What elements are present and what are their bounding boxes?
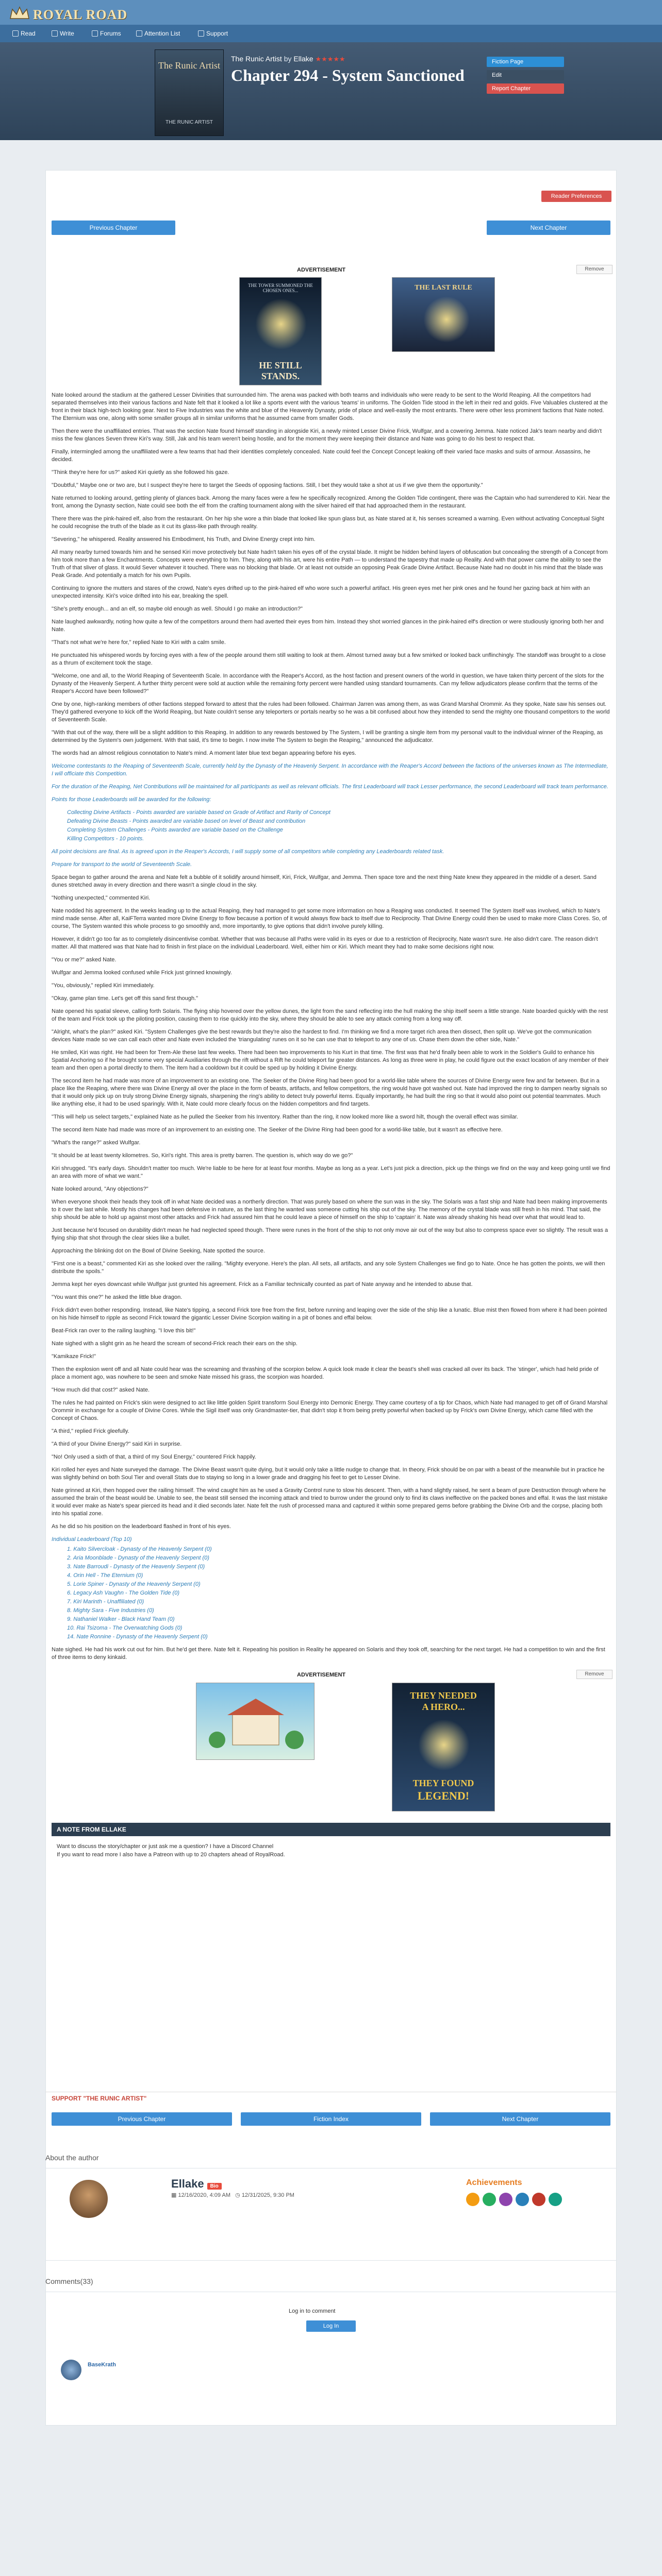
- paragraph: Beat-Frick ran over to the railing laughing. "I love this bit!": [52, 1328, 196, 1334]
- paragraph: "Severing," he whispered. Reality answered his Embodiment, his Truth, and Divine Energy crept into him.: [52, 536, 316, 543]
- paragraph: "No! Only used a sixth of that, a third of my Soul Energy," countered Frick happily.: [52, 1454, 256, 1460]
- paragraph: Nate returned to looking around, getting plenty of glances back. Among the many faces were a few he specifically recognized. Among the Golden Tide contingent, there was the Captain who had surrendered to Kiri. Near the front, among the Dynasty section, Nate could see both the elf from the crafting tournament along with the silver haired elf that had approached them in the restaurant.: [52, 495, 610, 509]
- fiction-title-link[interactable]: The Runic Artist: [231, 55, 282, 63]
- ad-headline: A HERO...: [422, 1702, 465, 1712]
- leaderboard-row: 10. Rai Tsizoma - The Overwatching Gods (0): [67, 1625, 183, 1631]
- ad-art: [423, 296, 470, 343]
- paragraph: "What's the range?" asked Wulfgar.: [52, 1140, 141, 1146]
- ad-tagline: THE TOWER SUMMONED THE CHOSEN ONES...: [248, 283, 313, 293]
- paragraph: Frick didn't even bother responding. Instead, like Nate's tipping, a second Frick tore free from the first, before running and leaping over the side of the ship like a lunatic. Blue mist then flowed from where it had been pointed on his hide himself to ripple as second Frick toward the gigantic Lesser Divine Scorpion waiting in a pit of bones and effal below.: [52, 1307, 607, 1321]
- paragraph: The rules he had painted on Frick's skin were designed to act like little golden Spirit transform Soul Energy into Demonic Energy. They came courtesy of a tip for Chaos, which Nate had managed to get off of Grand Marshal Orommir in exchange for a couple of Divine Cores. While the Sigil itself was only Grandmaster-tier, that didn't stop it from being pretty powerful when backed up by Frick's own Divine Energy, which came filled with the Concept of Chaos.: [52, 1400, 608, 1421]
- achievement-icon[interactable]: [483, 2193, 496, 2206]
- reader-preferences-button[interactable]: [541, 191, 611, 202]
- paragraph: Nate opened his spatial sleeve, calling forth Solaris. The flying ship hovered over the yellow dunes, the light from the sand reflecting into the hull making the ship itself seem a little strange. Nate boarded quickly with the rest of the team and Frick took up the piloting position, causing them to rise quickly into the sky, where they should be able to see any attack coming from a long way off.: [52, 1008, 608, 1022]
- author-note-title: A NOTE FROM ELLAKE: [52, 1823, 610, 1836]
- leaderboard-title: Individual Leaderboard (Top 10): [52, 1536, 132, 1543]
- paragraph: "You, obviously," replied Kiri immediately.: [52, 982, 155, 989]
- system-list: [52, 809, 610, 843]
- paragraph: Approaching the blinking dot on the Bowl of Divine Seeking, Nate spotted the source.: [52, 1248, 265, 1254]
- login-prompt: Log in to comment: [289, 2308, 336, 2314]
- paragraph: The second item he had made was more of an improvement to an existing one. The Seeker of the Divine Ring had been good for a world-like table where the sources of Divine Energy were few and far between. But in a place like the Reaping, where there was Divine Energy all over the place in the form of beasts, artifacts, and fellow competitors, the ring would have got washed out. Nate had improved the ring to dampen nearby signals so that it would only pick up on truly strong Divine Energy signals, sharpening the ring's ability to detect truly powerful items. Equally importantly, he had built the ring so that it would also point out potential teammates. Much like anything else, it had to be used sparingly. With it, Nate could more clearly focus on the hidden competitors and find targets.: [52, 1078, 607, 1107]
- paragraph: "A third of your Divine Energy?" said Kiri in surprise.: [52, 1441, 182, 1447]
- paragraph: Kiri rolled her eyes and Nate surveyed the damage. The Divine Beast wasn't quite dying, but it would only take a little nudge to change that. In theory, Frick should be on par with a beast of the meanwhile but in practice he was slightly behind on both Soul Tier and overall Stats due to staying so long in a lower grade and dragging his feet to get to Lesser Divine.: [52, 1467, 605, 1481]
- pen-icon: [52, 30, 58, 37]
- advertisement-banner[interactable]: [196, 1683, 315, 1760]
- system-message: Welcome contestants to the Reaping of Seventeenth Scale, currently held by the Dynasty of the Heavenly Serpent. In accordance with the Reaper's Accord between the factions of the universes known as The Intermediate, I will officiate this Competition.: [52, 763, 608, 777]
- nav-forums[interactable]: [92, 29, 121, 38]
- paragraph: "Alright, what's the plan?" asked Kiri. "System Challenges give the best rewards but they're also the hardest to find. I'm thinking we find a more target rich area then dissect, then split up. We've got the communication devices Nate made so we can call each other and Nate even included the 'triangulating' runes on it so he can use that to teleport to any one of us. Chase them down the other side, Nate.": [52, 1029, 592, 1043]
- list-icon: [136, 30, 142, 37]
- paragraph: "It should be at least twenty kilometres. So, Kiri's right. This area is pretty barren. The question is, which way do we go?": [52, 1153, 353, 1159]
- paragraph: "You want this one?" he asked the little blue dragon.: [52, 1294, 183, 1300]
- leaderboard-row: 1. Kaito Silvercloak - Dynasty of the Heavenly Serpent (0): [67, 1546, 212, 1552]
- paragraph: "With that out of the way, there will be a slight addition to this Reaping. In addition to any rewards bestowed by The System, I will be granting a single item from my personal vault to the individual winner of the Reaping, as determined by the System's own judgement. With that said, it's time to begin. I now invite The System to begin the Reaping," announced the adjudicator.: [52, 730, 603, 743]
- button-label: Previous Chapter: [89, 224, 138, 231]
- site-logo[interactable]: [9, 4, 128, 22]
- paragraph: "She's pretty enough... and an elf, so maybe old enough as well. Should I go make an introduction?": [52, 606, 303, 612]
- achievement-icon[interactable]: [516, 2193, 529, 2206]
- fiction-title-line: [231, 55, 345, 63]
- system-message: For the duration of the Reaping, Net Contributions will be maintained for all participants as well as relevant officials. The first Leaderboard will track Lesser performance, the second Leaderboard will track team performance.: [52, 784, 608, 790]
- paragraph: Then the explosion went off and all Nate could hear was the screaming and thrashing of the scorpion below. A quick look made it clear the beast's shell was cracked all over its back. The 'stinger', which had held pride of place a moment ago, was nowhere to be seen and smoke Nate missed his grass, the scorpion was hoarded.: [52, 1366, 599, 1380]
- by-label: by: [284, 55, 292, 63]
- button-label: Next Chapter: [502, 2115, 539, 2123]
- paragraph: Nate looked around, "Any objections?": [52, 1186, 148, 1192]
- chapter-content: [52, 392, 610, 1667]
- crown-icon: [9, 6, 30, 20]
- paragraph: "How much did that cost?" asked Nate.: [52, 1387, 150, 1393]
- book-icon: [12, 30, 19, 37]
- paragraph: The second item Nate had made was more of an improvement to an existing one. The Seeker of the Divine Ring had been good for a world-like table, but it wasn't as effective here.: [52, 1127, 503, 1133]
- paragraph: However, it didn't go too far as to completely disincentivise combat. Whether that was because all Paths were valid in its eyes or due to a restriction of Reciprocity, Nate wasn't sure. He also didn't care. The reason didn't matter. All that mattered was that Nate had to finish in first place on the individual Leaderboard. Well, either him or Kiri. Which meant they had to make some decisions right now.: [52, 936, 598, 950]
- achievement-icon[interactable]: [466, 2193, 479, 2206]
- paragraph: He punctuated his whispered words by forcing eyes with a few of the people around them still waiting to look at them. Almost turned away but a few smirked or looked back unflinchingly. The standoff was brought to a close as a thrum of excitement took the stage.: [52, 652, 606, 666]
- ad-art: [255, 298, 307, 350]
- author-note-line: If you want to read more I also have a Patreon with up to 20 chapters ahead of RoyalRoad.: [57, 1852, 285, 1858]
- ad-headline: THEY NEEDED: [410, 1690, 477, 1701]
- rating-stars: ★★★★★: [315, 55, 345, 63]
- support-fiction-label[interactable]: SUPPORT "THE RUNIC ARTIST": [52, 2095, 147, 2102]
- nav-label: Attention List: [144, 30, 180, 37]
- system-list-item: Defeating Divine Beasts - Points awarded are variable based on level of Beast and contribution: [67, 818, 306, 824]
- achievement-icon[interactable]: [499, 2193, 512, 2206]
- cover-title: The Runic Artist: [158, 60, 220, 71]
- page-footer: [0, 2452, 662, 2576]
- achievement-icon[interactable]: [532, 2193, 545, 2206]
- paragraph: "First one is a beast," commented Kiri as she looked over the railing. "Mighty everyone. Here's the plan. All sets, all artifacts, and any sole System Challenges we find go to Nate. Once he has gotten the points, we will then distribute the spoils.": [52, 1261, 605, 1275]
- logo-text: ROYAL ROAD: [33, 7, 128, 22]
- report-chapter-button[interactable]: [487, 83, 564, 94]
- calendar-icon: ▦: [171, 2192, 178, 2198]
- ad-illustration: [196, 1683, 315, 1760]
- about-author-heading: About the author: [45, 2154, 99, 2162]
- system-list-item: Completing System Challenges - Points awarded are variable based on the Challenge: [67, 827, 283, 833]
- paragraph: All many nearby turned towards him and he sensed Kiri move protectively but Nate hadn't taken his eyes off of the crystal blade. It might be hidden behind layers of obfuscation but concealing the strength of a Concept from him took more than a few Enchantments. Concepts were everything to him. They, along with his art, were his entire Path — to understand the tapestry that made up Reality. And with that power came the ability to see the Truth of that sliver of glass. It would Sever whatever it touched. There was no blocking that blade. Or at least not outside an opposing Peak Grade Divine Artifact. Because Nate had no doubt in his mind that the blade was Peak Grade. And potentially a match for his own Pupils.: [52, 549, 608, 579]
- remove-ads-button[interactable]: Remove: [576, 1670, 613, 1679]
- paragraph: There there was the pink-haired elf, also from the restaurant. On her hip she wore a thin blade that looked like spun glass but, as Nate stared at it, his senses screamed a warning. Even without activating Conceptual Sight he could recognise the truth of the blade as it cut its glass-like path through reality.: [52, 516, 604, 530]
- paragraph: "A third," replied Frick gleefully.: [52, 1428, 129, 1434]
- paragraph: "You or me?" asked Nate.: [52, 957, 117, 963]
- paragraph: "Okay, game plan time. Let's get off this sand first though.": [52, 995, 198, 1002]
- previous-chapter-button[interactable]: [52, 2112, 232, 2126]
- leaderboard: [52, 1546, 610, 1641]
- nav-label: Support: [206, 30, 228, 37]
- advertisement-banner[interactable]: [392, 1683, 495, 1811]
- author-avatar[interactable]: [68, 2178, 109, 2219]
- system-message: Prepare for transport to the world of Seventeenth Scale.: [52, 861, 192, 868]
- leaderboard-row: 8. Mighty Sara - Five Industries (0): [67, 1607, 154, 1614]
- system-message: Points for those Leaderboards will be awarded for the following:: [52, 796, 211, 803]
- next-chapter-button[interactable]: [430, 2112, 610, 2126]
- button-label: Fiction Page: [492, 59, 524, 65]
- next-chapter-button[interactable]: [487, 221, 610, 235]
- nav-attention-list[interactable]: [136, 29, 180, 38]
- paragraph: "This will help us select targets," explained Nate as he pulled the Seeker from his Inventory. Rather than the ring, it now looked more like a sword hilt, though the overall effect was similar.: [52, 1114, 518, 1120]
- paragraph: Nate grinned at Kiri, then hopped over the railing himself. The wind caught him as he used a Gravity Control rune to slow his descent. Then, with a hand slightly raised, he sent a beam of pure Destruction through where he assumed the brain of the beast would be. Unable to see, the beast still sensed the incoming attack and tried to burrow under the ground only to find its claws ineffective on the packed bones and effal. It was the last mistake it would ever make as Nate's spear pierced its head and it died seconds later. Nate felt the rush of processed mana and captured it within some prepared gems before grabbing the Divine Orb and the corpse, placing both into his spatial zone.: [52, 1487, 608, 1517]
- paragraph: He smiled, Kiri was right. He had been for Trem-Ale these last few weeks. There had been two improvements to his Kurt in that time. The first was that he'd finally been able to work in the Soldier's Guild to enhance his Spatial Anchoring so if he brought some very special Auxiliaries through the rift without a Rift he could teleport far greater distances. As long as three were in play, he could figure out the exact location of any member of their team and then open a portal directly to them. The item had a cooldown but it could be sped up by holding it Divine Energy.: [52, 1049, 609, 1071]
- paragraph: Nate looked around the stadium at the gathered Lesser Divinities that surrounded him. The arena was packed with both teams and individuals who were ready to be sent to the World Reaping. All the competitors had separated themselves into their various factions and Nate felt that it looked a lot like a sports event with the various 'teams' in uniforms. The Golden Tide stood in the left in their red and golds. Five Valuables clustered at the front in their black high-tech looking gear. Next to Five Industries was the white and blue of the Heavenly Dynasty, pride of place and well-easily the most entrants. There were other less prominent factions that Nate noted. The Eternium was one, along with some smaller groups all in similar uniforms that he assumed came from smaller Gods.: [52, 392, 608, 421]
- paragraph: Just because he'd focused on durability didn't mean he had neglected speed though. There were runes in the front of the ship to not only move air out of the way but also to compress space ever so slightly. The result was a flying ship that shot through the clear skies like a bullet.: [52, 1227, 608, 1241]
- leaderboard-row: 7. Kiri Marinth - Unaffiliated (0): [67, 1599, 144, 1605]
- about-author-panel: [45, 2168, 617, 2261]
- previous-chapter-button[interactable]: [52, 221, 175, 235]
- paragraph: "Welcome, one and all, to the World Reaping of Seventeenth Scale. In accordance with the Reaper's Accord, as the host faction and present owners of the world in question, we have taken thirty percent of the slots for the Dynasty of the Heavenly Serpent. A further thirty percent were sold at auction while the remaining forty percent were handled using standard tournaments. Can my fellow adjudicators please confirm that the terms of the Reaper's Accord have been followed?": [52, 673, 604, 694]
- leaderboard-row: 6. Legacy Ash Vaughn - The Golden Tide (0): [67, 1590, 179, 1596]
- advertisement-banner[interactable]: [392, 277, 495, 352]
- fiction-page-button[interactable]: [487, 57, 564, 67]
- paragraph: Then there were the unaffiliated entries. That was the section Nate found himself standing in alongside Kiri, a newly minted Lesser Divine Frick, Wulfgar, and a cowering Jemma. Nate noticed Jak's team nearby and didn't miss the few glances Seven threw Kiri's way. Still, Jak and his team weren't being hostile, and for the moment they were keeping their distance and Nate was going to do his best to respect that.: [52, 428, 602, 442]
- advertisement-banner[interactable]: [239, 277, 322, 385]
- login-button[interactable]: Log In: [306, 2320, 356, 2332]
- ad-headline: THEY FOUND: [412, 1778, 474, 1788]
- nav-read[interactable]: [12, 29, 36, 38]
- leaderboard-row: 2. Aria Moonblade - Dynasty of the Heavenly Serpent (0): [67, 1555, 209, 1561]
- paragraph: When everyone shook their heads they took off in what Nate decided was a northerly direction. That was purely based on where the sun was in the sky. The Solaris was a fast ship and Nate had been making improvements to it over the last while. Mostly his changes had been defensive in nature, as the last thing he wanted was someone cutting his ship out of the sky. The memory of the crystal blade was still fresh in his mind. That said, the ship should be able to hold up against most other attacks and Frick had assured him that he could leave a piece of himself on the ship to 'captain' it. Nate was already shaking his head over what that would lead to.: [52, 1199, 607, 1221]
- nav-label: Read: [21, 30, 36, 37]
- paragraph: "Kamikaze Frick!": [52, 1353, 96, 1360]
- leaderboard-row: 3. Nate Barroudi - Dynasty of the Heavenly Serpent (0): [67, 1564, 205, 1570]
- paragraph: One by one, high-ranking members of other factions stepped forward to attest that the rules had been followed. Chairman Jarren was among them, as was Grand Marshal Orommir. As they spoke, Nate saw his senses out. They'd gathered everyone to kick off the World Reaping, but Nate couldn't sense any teleporters or portals nearby so he was a bit confused about how they intended to send the mighty one thousand competitors to the world of Seventeenth Scale.: [52, 701, 610, 723]
- button-label: Previous Chapter: [118, 2115, 166, 2123]
- paragraph: Nate sighed. He had his work cut out for him. But he'd get there. Nate felt it. Repeating his position in Reality he appeared on Solaris and they took off, searching for the next target. He had a competition to win and the first of three items to deny kinkaid.: [52, 1647, 605, 1660]
- paragraph: "Doubtful," Maybe one or two are, but I suspect they're here to target the Seeds of opposing factions. Still, I bet they would take a shot at us if we give them the opportunity.": [52, 482, 483, 488]
- paragraph: Wulfgar and Jemma looked confused while Frick just grinned knowingly.: [52, 970, 232, 976]
- fiction-index-button[interactable]: [241, 2112, 421, 2126]
- nav-label: Write: [60, 30, 74, 37]
- system-list-item: Collecting Divine Artifacts - Points awarded are variable based on Grade of Artifact and Rarity of Concept: [67, 809, 330, 816]
- author-note-line: Want to discuss the story/chapter or just ask me a question? I have a Discord Channel: [57, 1843, 274, 1850]
- paragraph: The words had an almost religious connotation to Nate's mind. A moment later blue text began appearing before his eyes.: [52, 750, 356, 756]
- author-name[interactable]: [171, 2177, 222, 2191]
- fiction-cover[interactable]: [155, 49, 224, 136]
- nav-support[interactable]: [198, 29, 228, 38]
- commenter-name[interactable]: BaseKrath: [88, 2362, 117, 2368]
- paragraph: Nate nodded his agreement. In the weeks leading up to the actual Reaping, they had managed to get some more information on how a Reaping was conducted. It seemed The System itself was involved, which to Nate's mind made sense. After all, KaiFTerra wanted more Divine Energy to flow because a portion of it would always flow back to itself due to Reciprocity. That Divine Energy could then be used to make more Class Cores. So, of course, The System wanted this whole process to go smoothly and, more importantly, to give options that didn't involve purely killing.: [52, 908, 607, 929]
- ad-headline: LEGEND!: [417, 1789, 470, 1802]
- paragraph: Kiri shrugged. "It's early days. Shouldn't matter too much. We're liable to be here for at least four months. Maybe as long as a year. Let's just pick a direction, pick up the things we find on the way and keep going until we find an area with more of what we want.": [52, 1165, 610, 1179]
- paragraph: As he did so his position on the leaderboard flashed in front of his eyes.: [52, 1523, 231, 1530]
- button-label: Fiction Index: [313, 2115, 349, 2123]
- advertisement-label: ADVERTISEMENT: [297, 1672, 346, 1678]
- leaderboard-row: 14. Nate Ronnine - Dynasty of the Heavenly Serpent (0): [67, 1634, 208, 1640]
- chapter-title: Chapter 294 - System Sanctioned: [231, 66, 465, 84]
- paragraph: Space began to gather around the arena and Nate felt a bubble of it solidify around himself, Kiri, Frick, Wulfgar, and Jemma. Then space tore and the next thing Nate knew they appeared in the middle of a desert. Sand dunes stretched away in every direction and there wasn't a single cloud in the sky.: [52, 874, 597, 888]
- author-name-text: Ellake: [171, 2177, 204, 2190]
- system-list-item: Killing Competitors - 10 points.: [67, 836, 144, 842]
- paragraph: Jemma kept her eyes downcast while Wulfgar just grunted his agreement. Frick as a Familiar technically counted as part of Nate anyway and he intended to abuse that.: [52, 1281, 473, 1287]
- paragraph: "Nothing unexpected," commented Kiri.: [52, 895, 151, 901]
- author-link[interactable]: Ellake: [293, 55, 313, 63]
- paragraph: Nate laughed awkwardly, noting how quite a few of the competitors around them had averted their eyes from him. Instead they shot worried glances in the pink-haired elf's direction or were studiously ignoring both her and Nate.: [52, 619, 604, 633]
- button-label: Reader Preferences: [551, 193, 602, 199]
- leaderboard-row: 5. Lorie Spiner - Dynasty of the Heavenly Serpent (0): [67, 1581, 201, 1587]
- commenter-avatar[interactable]: [61, 2360, 81, 2380]
- nav-write[interactable]: [52, 29, 74, 38]
- author-note: [52, 1839, 610, 1870]
- leaderboard-row: 4. Orin Hell - The Eternium (0): [67, 1572, 143, 1579]
- last-active: 12/31/2025, 9:30 PM: [241, 2192, 294, 2198]
- paragraph: Nate sighed with a slight grin as he heard the scream of second-Frick reach their ears on the ship.: [52, 1341, 297, 1347]
- system-message: All point decisions are final. As is agreed upon in the Reaper's Accords, I will supply some of all competitors while completing any Leaderboards related task.: [52, 849, 444, 855]
- author-meta: [171, 2192, 294, 2198]
- comments-heading: Comments(33): [45, 2277, 93, 2285]
- paragraph: "Think they're here for us?" asked Kiri quietly as she followed his gaze.: [52, 469, 229, 476]
- button-label: Report Chapter: [492, 86, 531, 92]
- forum-icon: [92, 30, 98, 37]
- top-bar: [0, 0, 662, 25]
- remove-ads-button[interactable]: Remove: [576, 265, 613, 274]
- help-icon: [198, 30, 204, 37]
- advertisement-label: ADVERTISEMENT: [297, 267, 346, 273]
- paragraph: "That's not what we're here for," replied Nate to Kiri with a calm smile.: [52, 639, 226, 646]
- ad-headline: HE STILL STANDS.: [259, 360, 302, 381]
- clock-icon: ◷: [235, 2192, 242, 2198]
- main-nav: [0, 25, 662, 42]
- leaderboard-row: 9. Nathaniel Walker - Black Hand Team (0): [67, 1616, 175, 1622]
- paragraph: Continuing to ignore the mutters and stares of the crowd, Nate's eyes drifted up to the pink-haired elf who wore such a powerful artifact. His green eyes met her pink ones and he found her gazing back at him with an unexpected intensity. Kiri's voice drifted into his ear, breaking the spell.: [52, 585, 590, 599]
- bio-badge[interactable]: Bio: [207, 2183, 222, 2190]
- joined-date: 12/16/2020, 4:09 AM: [178, 2192, 230, 2198]
- achievements-heading: Achievements: [466, 2178, 522, 2187]
- achievement-icon[interactable]: [549, 2193, 562, 2206]
- nav-label: Forums: [100, 30, 121, 37]
- button-label: Edit: [492, 72, 502, 78]
- cover-subtitle: THE RUNIC ARTIST: [165, 120, 213, 125]
- paragraph: Finally, intermingled among the unaffiliated were a few teams that had their identities completely concealed. Nate could feel the Concept Concept leaking off their varied face masks and suits of armour. Assassins, he decided.: [52, 449, 590, 463]
- button-label: Next Chapter: [530, 224, 567, 231]
- ad-headline: THE LAST RULE: [415, 284, 472, 292]
- edit-button[interactable]: [487, 70, 564, 80]
- ad-art: [418, 1719, 470, 1771]
